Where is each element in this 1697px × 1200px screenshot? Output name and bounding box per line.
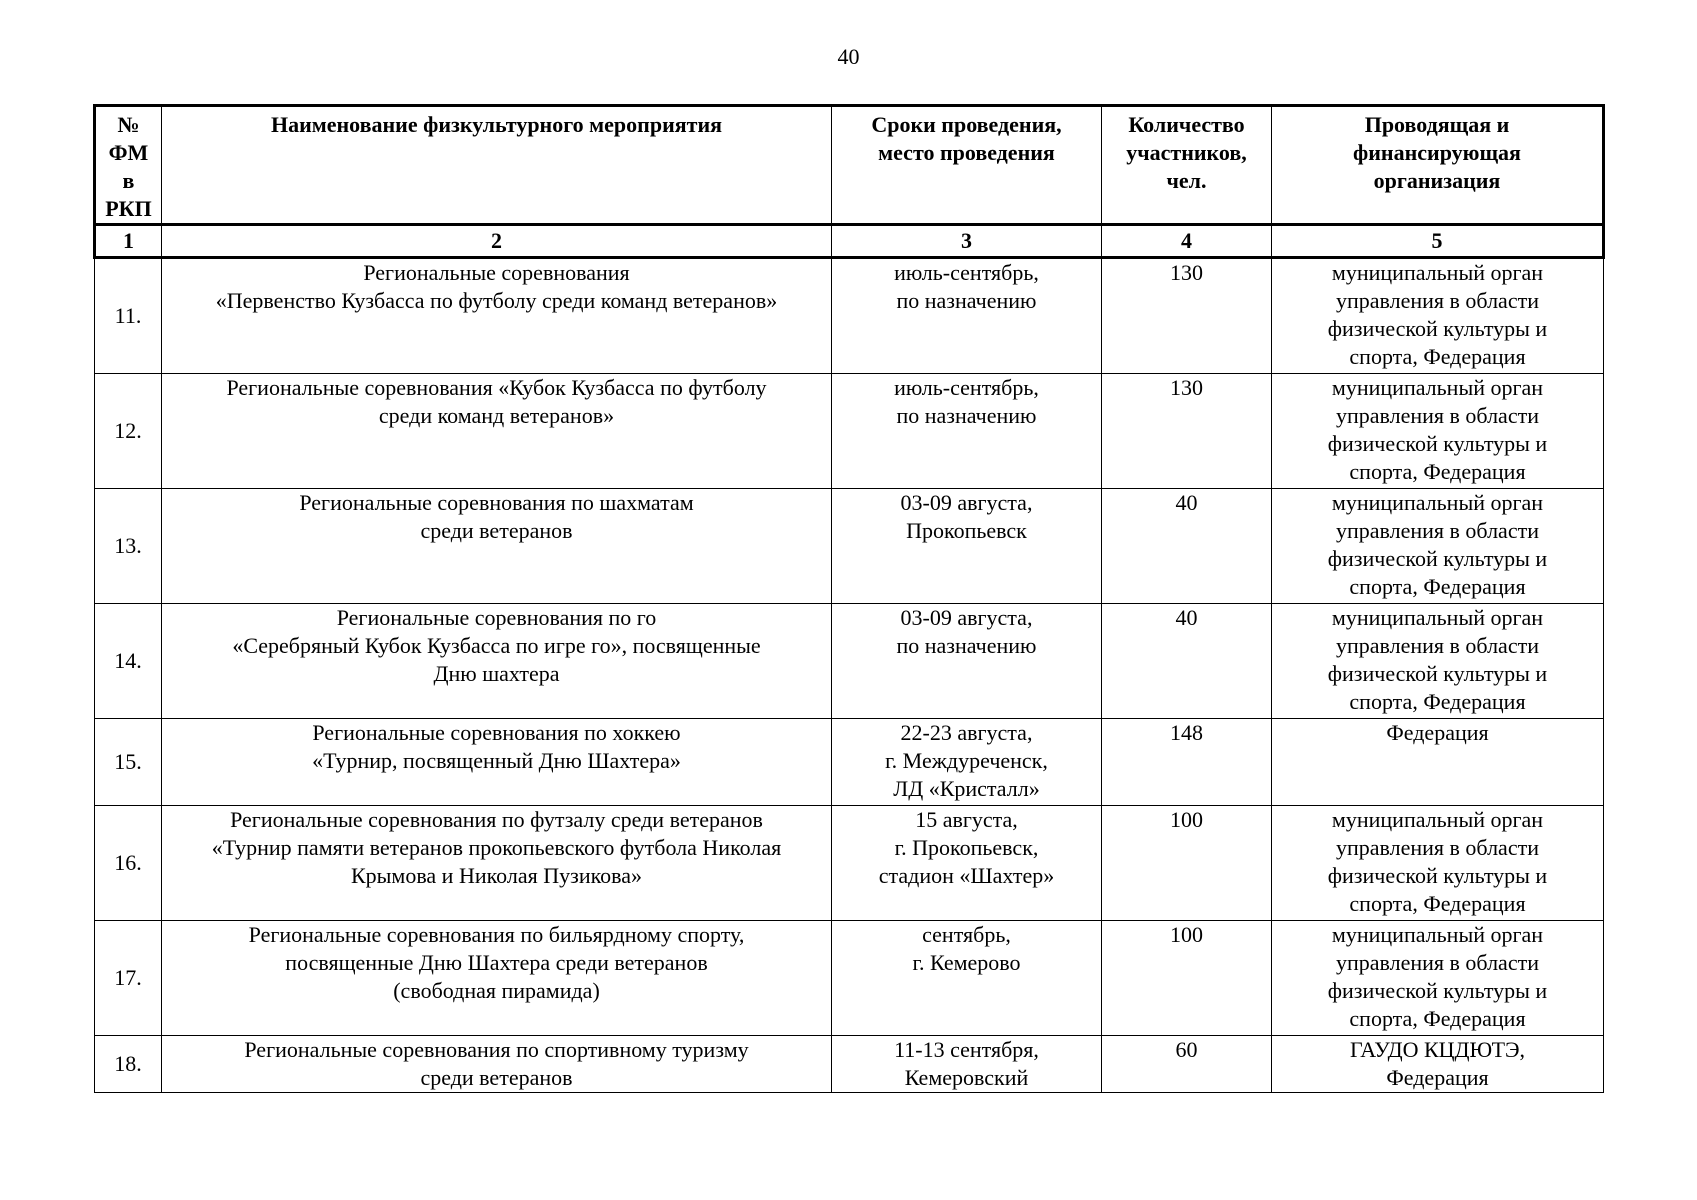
table-row [95,806,1604,921]
event-name: Региональные соревнования по хоккею «Турнир, посвященный Дню Шахтера» [162,719,832,806]
row-number: 11. [95,258,162,374]
events-table [93,104,1605,1093]
row-number: 17. [95,921,162,1036]
event-name: Региональные соревнования по футзалу среди ветеранов «Турнир памяти ветеранов прокопьевского футбола Николая Крымова и Николая Пузикова» [162,806,832,921]
header-event-name: Наименование физкультурного мероприятия [162,106,832,225]
column-number-3: 3 [832,225,1102,258]
row-number: 14. [95,604,162,719]
event-name: Региональные соревнования по шахматам среди ветеранов [162,489,832,604]
participant-count: 100 [1102,921,1272,1036]
event-name: Региональные соревнования по бильярдному спорту, посвященные Дню Шахтера среди ветеранов (свободная пирамида) [162,921,832,1036]
participant-count: 130 [1102,374,1272,489]
participant-count: 40 [1102,489,1272,604]
event-dates-place: 03-09 августа, по назначению [832,604,1102,719]
header-dates-place: Сроки проведения, место проведения [832,106,1102,225]
table-row [95,921,1604,1036]
organization: муниципальный орган управления в области физической культуры и спорта, Федерация [1272,374,1604,489]
participant-count: 100 [1102,806,1272,921]
row-number: 15. [95,719,162,806]
participant-count: 130 [1102,258,1272,374]
header-row [95,106,1604,225]
column-number-2: 2 [162,225,832,258]
event-name: Региональные соревнования «Первенство Кузбасса по футболу среди команд ветеранов» [162,258,832,374]
table-body [95,258,1604,1093]
organization: муниципальный орган управления в области физической культуры и спорта, Федерация [1272,489,1604,604]
event-dates-place: 15 августа, г. Прокопьевск, стадион «Шахтер» [832,806,1102,921]
participant-count: 40 [1102,604,1272,719]
table-row [95,719,1604,806]
organization: муниципальный орган управления в области физической культуры и спорта, Федерация [1272,921,1604,1036]
event-name: Региональные соревнования по го «Серебряный Кубок Кузбасса по игре го», посвященные Дню шахтера [162,604,832,719]
organization: Федерация [1272,719,1604,806]
header-organization: Проводящая и финансирующая организация [1272,106,1604,225]
event-dates-place: июль-сентябрь, по назначению [832,374,1102,489]
row-number: 13. [95,489,162,604]
event-name: Региональные соревнования «Кубок Кузбасса по футболу среди команд ветеранов» [162,374,832,489]
row-number: 16. [95,806,162,921]
column-number-1: 1 [95,225,162,258]
event-dates-place: июль-сентябрь, по назначению [832,258,1102,374]
column-number-4: 4 [1102,225,1272,258]
header-participants: Количество участников, чел. [1102,106,1272,225]
table-row [95,604,1604,719]
organization: муниципальный орган управления в области физической культуры и спорта, Федерация [1272,806,1604,921]
table-header [95,106,1604,258]
organization: муниципальный орган управления в области физической культуры и спорта, Федерация [1272,258,1604,374]
organization: муниципальный орган управления в области физической культуры и спорта, Федерация [1272,604,1604,719]
table-row [95,258,1604,374]
table-row [95,489,1604,604]
column-number-5: 5 [1272,225,1604,258]
event-dates-place: 03-09 августа, Прокопьевск [832,489,1102,604]
column-number-row [95,225,1604,258]
header-fm-number: № ФМ в РКП [95,106,162,225]
event-dates-place: 11-13 сентября, Кемеровский [832,1036,1102,1093]
table-row [95,374,1604,489]
row-number: 18. [95,1036,162,1093]
event-dates-place: сентябрь, г. Кемерово [832,921,1102,1036]
participant-count: 148 [1102,719,1272,806]
event-dates-place: 22-23 августа, г. Междуреченск, ЛД «Кристалл» [832,719,1102,806]
row-number: 12. [95,374,162,489]
event-name: Региональные соревнования по спортивному туризму среди ветеранов [162,1036,832,1093]
participant-count: 60 [1102,1036,1272,1093]
organization: ГАУДО КЦДЮТЭ, Федерация [1272,1036,1604,1093]
table-row [95,1036,1604,1093]
page-number: 40 [837,44,860,69]
